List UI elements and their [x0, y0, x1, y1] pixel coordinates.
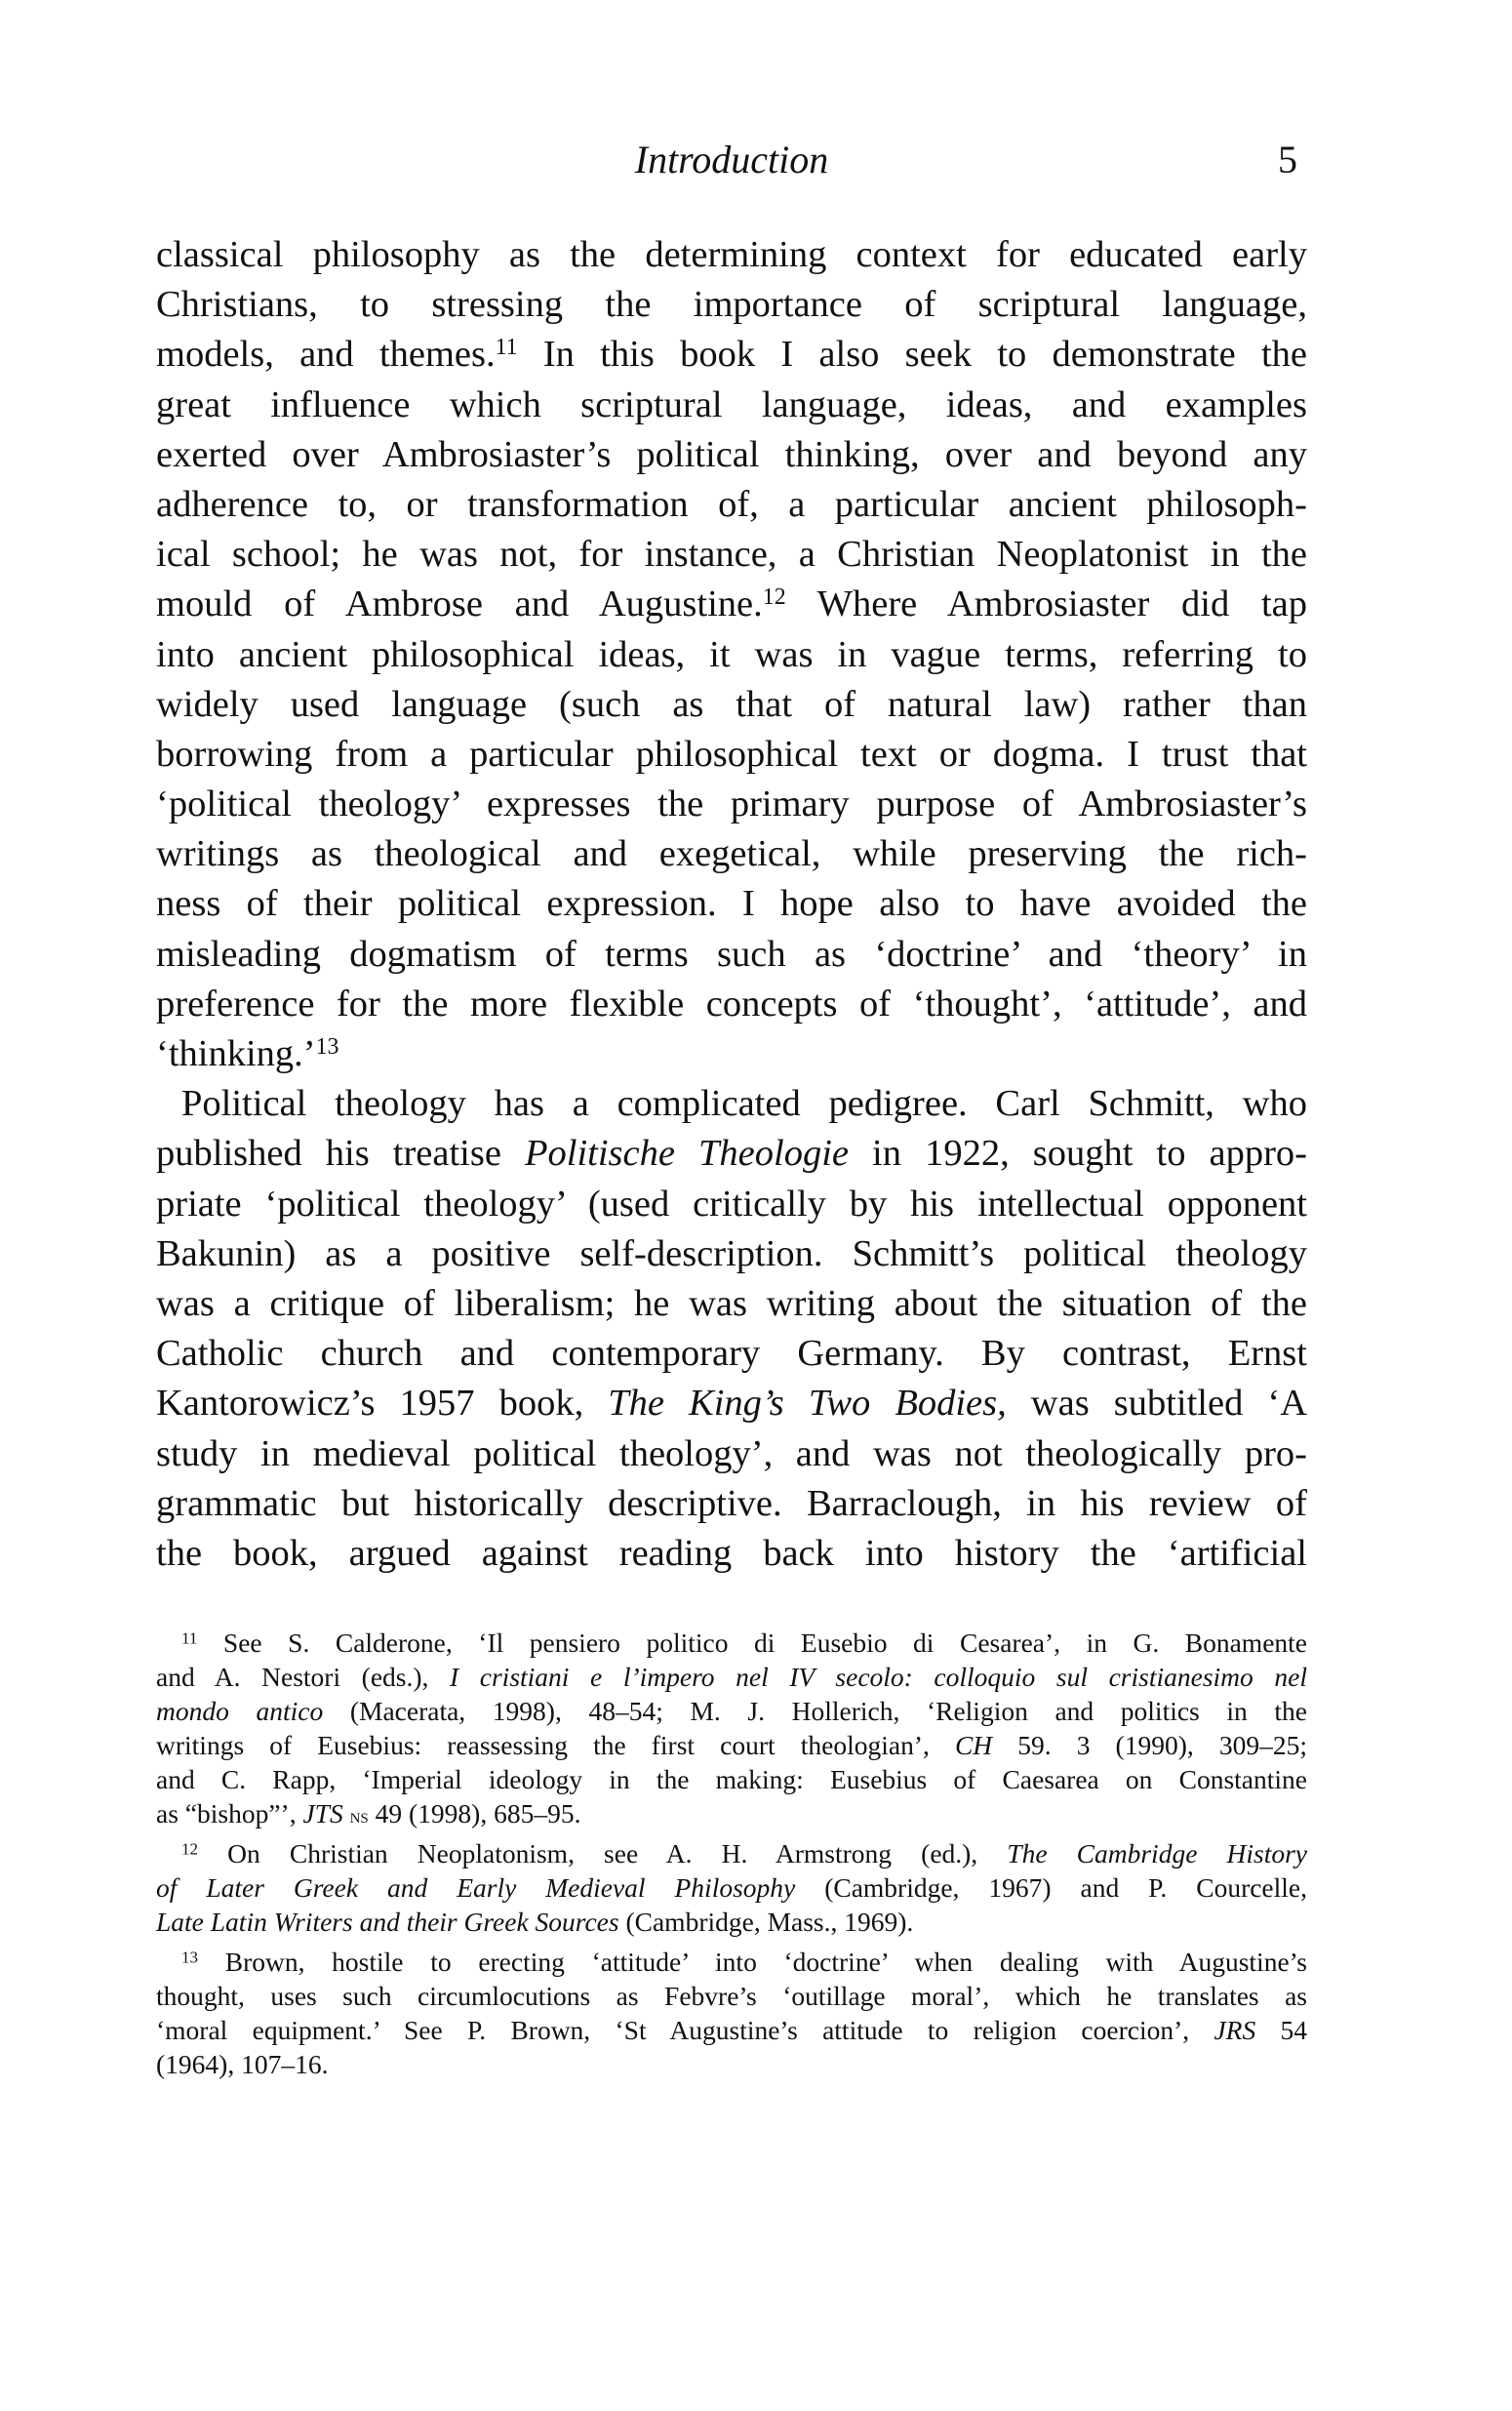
text-line — [156, 630, 1307, 680]
italic-text: mondo antico — [156, 1696, 324, 1726]
italic-text: CH — [954, 1730, 993, 1760]
italic-text: of Later Greek and Early Medieval Philosophy — [156, 1872, 796, 1903]
text-line — [156, 280, 1307, 330]
footnotes — [156, 1626, 1307, 2087]
text-line — [156, 430, 1307, 480]
footnote-reference: 13 — [181, 1948, 199, 1967]
text-segment: See S. Calderone, ‘Il pensiero politico di Eusebio di Cesarea’, in G. Bonamente — [197, 1627, 1307, 1658]
footnote-reference: 11 — [495, 335, 518, 361]
text-line — [156, 780, 1307, 829]
text-line — [156, 1728, 1307, 1762]
text-segment: adherence to, or transformation of, a particular ancient philosoph- — [156, 483, 1307, 525]
text-segment: Catholic church and contemporary Germany. By contrast, Ernst — [156, 1333, 1307, 1375]
text-segment: ‘thinking.’ — [156, 1033, 316, 1074]
text-line — [156, 1029, 1307, 1079]
footnote-11 — [156, 1626, 1307, 1830]
running-title: Introduction — [634, 138, 829, 181]
text-line — [156, 2047, 1307, 2081]
text-line — [156, 930, 1307, 980]
text-line — [156, 1229, 1307, 1279]
text-segment: grammatic but historically descriptive. Barraclough, in his review of — [156, 1482, 1307, 1524]
text-segment: widely used language (such as that of natural law) rather than — [156, 683, 1307, 725]
text-line — [156, 1626, 1307, 1660]
italic-text: Politische Theologie — [524, 1133, 849, 1175]
text-line — [156, 1762, 1307, 1796]
text-segment: Kantorowicz’s 1957 book, — [156, 1383, 609, 1425]
page-number: 5 — [1278, 138, 1297, 181]
page-header — [156, 137, 1307, 195]
text-segment — [343, 1798, 350, 1828]
text-line — [156, 1905, 1307, 1939]
text-segment: 49 (1998), 685–95. — [368, 1798, 581, 1828]
text-segment: ness of their political expression. I hope also to have avoided the — [156, 883, 1307, 925]
footnote-reference: 13 — [315, 1034, 339, 1061]
text-segment: borrowing from a particular philosophical text or dogma. I trust that — [156, 733, 1307, 775]
text-line — [156, 1279, 1307, 1329]
text-segment: In this book I also seek to demonstrate the — [517, 334, 1307, 376]
text-line — [156, 1870, 1307, 1905]
text-line — [156, 980, 1307, 1029]
text-line — [156, 580, 1307, 629]
text-segment: the book, argued against reading back into history the ‘artificial — [156, 1532, 1307, 1574]
text-line — [156, 1180, 1307, 1229]
footnote-reference: 12 — [762, 584, 786, 611]
text-segment: ‘political theology’ expresses the primary purpose of Ambrosiaster’s — [156, 784, 1307, 825]
text-line — [156, 480, 1307, 530]
text-segment: study in medieval political theology’, and was not theologically pro- — [156, 1432, 1307, 1474]
text-line — [156, 1836, 1307, 1870]
text-segment: Bakunin) as a positive self-description. Schmitt’s political theology — [156, 1232, 1307, 1274]
text-segment: misleading dogmatism of terms such as ‘doctrine’ and ‘theory’ in — [156, 933, 1307, 975]
text-segment: Political theology has a complicated pedigree. Carl Schmitt, who — [181, 1083, 1307, 1125]
text-segment: 54 — [1255, 2015, 1308, 2045]
text-segment: exerted over Ambrosiaster’s political thinking, over and beyond any — [156, 433, 1307, 475]
text-line — [156, 530, 1307, 580]
italic-text: Late Latin Writers and their Greek Sources — [156, 1907, 619, 1937]
italic-text: I cristiani e l’impero nel IV secolo: colloquio sul cristianesimo nel — [450, 1662, 1307, 1692]
text-line — [156, 1479, 1307, 1529]
text-segment: (Macerata, 1998), 48–54; M. J. Hollerich, ‘Religion and politics in the — [323, 1696, 1307, 1726]
text-segment: preference for the more flexible concepts of ‘thought’, ‘attitude’, and — [156, 983, 1307, 1025]
text-segment: writings as theological and exegetical, while preserving the rich- — [156, 833, 1307, 875]
text-segment: in 1922, sought to appro- — [849, 1133, 1307, 1175]
text-line — [156, 1379, 1307, 1428]
text-segment: mould of Ambrose and Augustine. — [156, 583, 763, 625]
text-line — [156, 230, 1307, 280]
text-segment: (1964), 107–16. — [156, 2049, 329, 2079]
italic-text: The King’s Two Bodies, — [608, 1383, 1007, 1425]
text-line — [156, 1660, 1307, 1694]
paragraph — [156, 1079, 1307, 1579]
text-line — [156, 1796, 1307, 1830]
text-line — [156, 1429, 1307, 1479]
text-segment: into ancient philosophical ideas, it was in vague terms, referring to — [156, 633, 1307, 675]
text-line — [156, 1694, 1307, 1728]
text-segment: On Christian Neoplatonism, see A. H. Armstrong (ed.), — [198, 1838, 1008, 1869]
text-line — [156, 1329, 1307, 1379]
text-line — [156, 1945, 1307, 1979]
main-text — [156, 230, 1307, 1579]
italic-text: JRS — [1214, 2015, 1256, 2045]
text-line — [156, 381, 1307, 430]
text-segment: great influence which scriptural language, ideas, and examples — [156, 383, 1307, 425]
text-line — [156, 829, 1307, 879]
text-segment: ns — [349, 1803, 369, 1828]
paragraph — [156, 230, 1307, 1079]
text-segment: was subtitled ‘A — [1006, 1383, 1307, 1425]
text-segment: Brown, hostile to erecting ‘attitude’ into ‘doctrine’ when dealing with Augustine’s — [198, 1947, 1307, 1977]
text-segment: writings of Eusebius: reassessing the first court theologian’, — [156, 1730, 955, 1760]
text-line — [156, 1529, 1307, 1579]
text-line — [156, 680, 1307, 730]
footnote-reference: 11 — [181, 1628, 198, 1648]
text-line — [156, 1129, 1307, 1179]
text-segment: published his treatise — [156, 1133, 525, 1175]
text-segment: Where Ambrosiaster did tap — [785, 583, 1307, 625]
text-line — [156, 730, 1307, 780]
text-segment: (Cambridge, 1967) and P. Courcelle, — [795, 1872, 1307, 1903]
text-segment: and C. Rapp, ‘Imperial ideology in the making: Eusebius of Caesarea on Constantine — [156, 1764, 1307, 1794]
text-segment: thought, uses such circumlocutions as Febvre’s ‘outillage moral’, which he translates as — [156, 1981, 1307, 2011]
text-segment: models, and themes. — [156, 334, 496, 376]
text-segment: ical school; he was not, for instance, a Christian Neoplatonist in the — [156, 534, 1307, 576]
text-segment: classical philosophy as the determining context for educated early — [156, 234, 1307, 275]
text-line — [156, 1079, 1307, 1129]
text-segment: was a critique of liberalism; he was writing about the situation of the — [156, 1282, 1307, 1324]
text-segment: ‘moral equipment.’ See P. Brown, ‘St Augustine’s attitude to religion coercion’, — [156, 2015, 1214, 2045]
text-segment: and A. Nestori (eds.), — [156, 1662, 451, 1692]
italic-text: JTS — [302, 1798, 343, 1828]
text-line — [156, 1979, 1307, 2013]
text-segment: 59. 3 (1990), 309–25; — [992, 1730, 1307, 1760]
text-line — [156, 2013, 1307, 2047]
text-segment: (Cambridge, Mass., 1969). — [618, 1907, 914, 1937]
footnote-12 — [156, 1836, 1307, 1939]
text-segment: as “bishop”’, — [156, 1798, 303, 1828]
footnote-reference: 12 — [181, 1839, 199, 1859]
text-segment: Christians, to stressing the importance of scriptural language, — [156, 284, 1307, 326]
text-segment: priate ‘political theology’ (used critically by his intellectual opponent — [156, 1183, 1307, 1225]
footnote-13 — [156, 1945, 1307, 2081]
text-line — [156, 879, 1307, 929]
text-line — [156, 330, 1307, 380]
italic-text: The Cambridge History — [1007, 1838, 1308, 1869]
